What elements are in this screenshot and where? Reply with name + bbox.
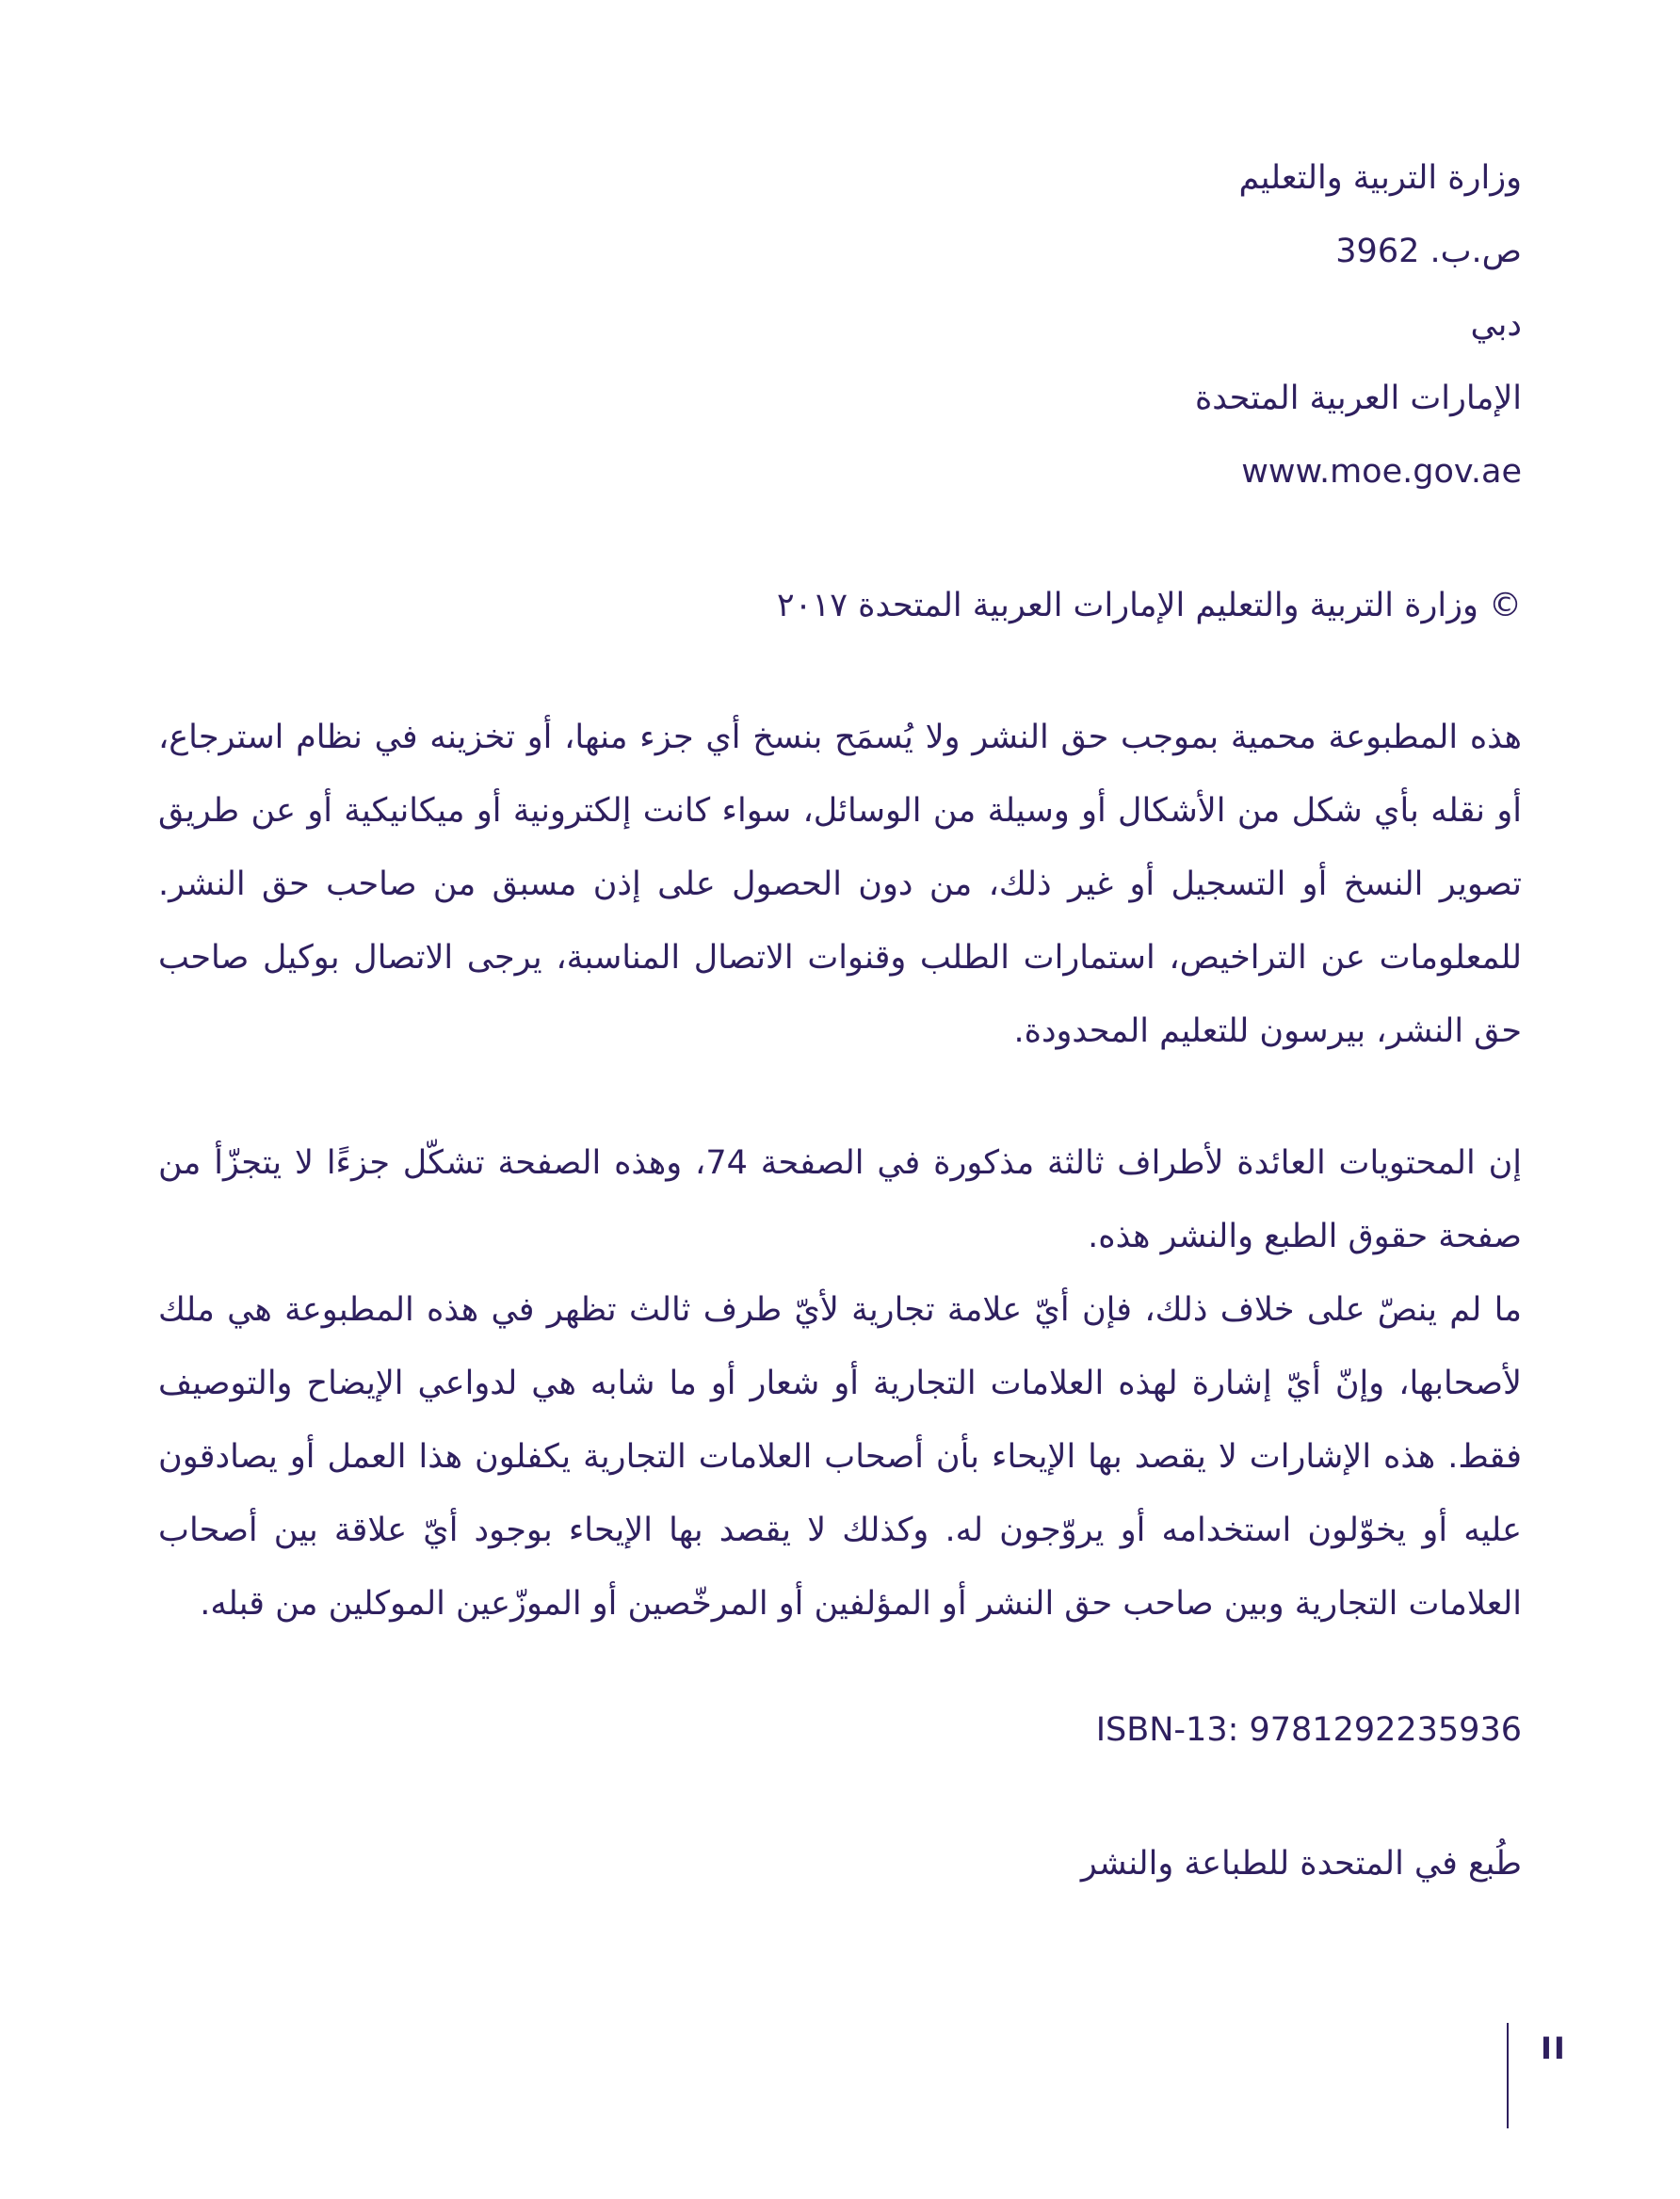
isbn (158, 1693, 1522, 1767)
isbn-text: ISBN-13: 9781292235936 (1095, 1711, 1522, 1749)
copyright-notice: © وزارة التربية والتعليم الإمارات العربية المتحدة ٢٠١٧ (776, 587, 1522, 624)
page-number-divider (1507, 2023, 1509, 2128)
website-link[interactable] (158, 435, 1522, 509)
publisher-address (158, 141, 1522, 509)
page-content (158, 141, 1522, 1900)
printer-credit: طُبع في المتحدة للطباعة والنشر (1080, 1845, 1522, 1883)
ministry-name: وزارة التربية والتعليم (1238, 159, 1522, 197)
third-party-paragraph: إن المحتويات العائدة لأطراف ثالثة مذكورة في الصفحة 74، وهذه الصفحة تشكّل جزءًا لا يتجزّأ من صفحة حقوق الطبع والنشر هذه. (158, 1144, 1522, 1255)
country: الإمارات العربية المتحدة (1194, 380, 1522, 417)
page-number: II (1541, 2030, 1567, 2066)
po-box: ص.ب. 3962 (1335, 233, 1522, 270)
city: دبي (1470, 306, 1522, 344)
trademarks-paragraph: ما لم ينصّ على خلاف ذلك، فإن أيّ علامة تجارية لأيّ طرف ثالث تظهر في هذه المطبوعة هي ملك لأصحابها، وإنّ أيّ إشارة لهذه العلامات التجارية أو شعار أو ما شابه هي لدواعي الإيضاح والتوصيف فقط. هذه الإشارات لا يقصد بها الإيحاء بأن أصحاب العلامات التجارية يكفلون هذا العمل أو يصادقون عليه أو يخوّلون استخدامه أو يروّجون له. وكذلك لا يقصد بها الإيحاء بوجود أيّ علاقة بين أصحاب العلامات التجارية وبين صاحب حق النشر أو المؤلفين أو المرخّصين أو الموزّعين الموكلين من قبله. (158, 1291, 1522, 1623)
rights-paragraph: هذه المطبوعة محمية بموجب حق النشر ولا يُسمَح بنسخ أي جزء منها، أو تخزينه في نظام استرجاع، أو نقله بأي شكل من الأشكال أو وسيلة من الوسائل، سواء كانت إلكترونية أو ميكانيكية أو عن طريق تصوير النسخ أو التسجيل أو غير ذلك، من دون الحصول على إذن مسبق من صاحب حق النشر. للمعلومات عن التراخيص، استمارات الطلب وقنوات الاتصال المناسبة، يرجى الاتصال بوكيل صاحب حق النشر، بيرسون للتعليم المحدودة. (158, 719, 1522, 1050)
website-text[interactable]: www.moe.gov.ae (1241, 453, 1522, 491)
